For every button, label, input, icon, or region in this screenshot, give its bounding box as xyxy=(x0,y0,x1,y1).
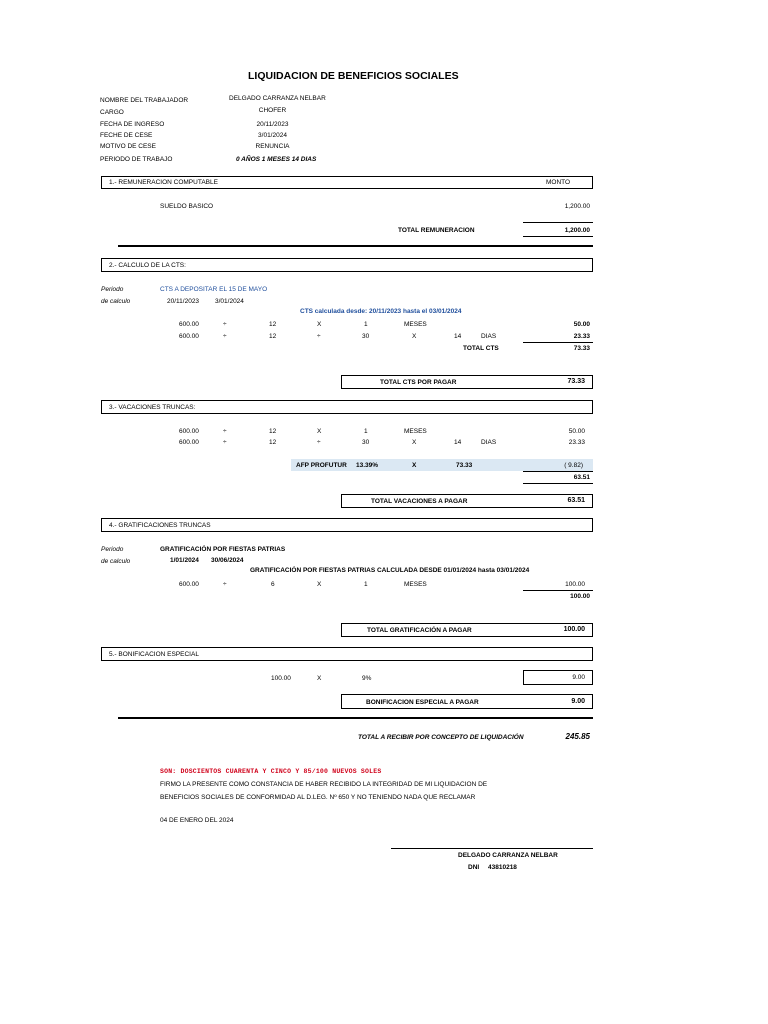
bonificacion-pagar-label: BONIFICACION ESPECIAL A PAGAR xyxy=(366,699,479,706)
gratificacion-calc-note: GRATIFICACIÓN POR FIESTAS PATRIAS CALCULADA DESDE 01/01/2024 hasta 03/01/2024 xyxy=(250,567,530,574)
info-label: FECHE DE CESE xyxy=(100,132,153,139)
afp-label: AFP PROFUTUR xyxy=(296,462,347,469)
info-value: 20/11/2023 xyxy=(256,121,289,128)
divider xyxy=(118,717,593,719)
info-label: CARGO xyxy=(100,109,124,116)
total-vacaciones-value: 63.51 xyxy=(567,497,585,504)
total-gratificacion-value: 100.00 xyxy=(563,626,585,633)
afp-rate: 13.39% xyxy=(356,462,379,469)
declaration-line-1: FIRMO LA PRESENTE COMO CONSTANCIA DE HABER RECIBIDO LA INTEGRIDAD DE MI LIQUIDACION DE xyxy=(160,781,488,788)
amount-in-words: SON: DOSCIENTOS CUARENTA Y CINCO Y 85/100 NUEVOS SOLES xyxy=(160,768,382,775)
gratificacion-subtotal: 100.00 xyxy=(570,593,590,600)
bonificacion-rate: 9% xyxy=(362,675,372,682)
calc-value: 600.00 xyxy=(179,321,199,328)
info-value: DELGADO CARRANZA NELBAR xyxy=(229,95,326,102)
sueldo-basico-value: 1,200.00 xyxy=(564,203,590,210)
calc-operator: ÷ xyxy=(317,439,321,446)
divider xyxy=(118,245,593,247)
gratificacion-to: 30/06/2024 xyxy=(211,557,244,564)
info-value: RENUNCIA xyxy=(255,143,290,150)
bonificacion-pagar-value: 9.00 xyxy=(571,698,585,705)
calc-value: 600.00 xyxy=(179,333,199,340)
section-title: 5.- BONIFICACION ESPECIAL xyxy=(109,651,199,658)
divider xyxy=(523,471,593,472)
info-label: FECHA DE INGRESO xyxy=(100,121,165,128)
dni-label: DNI xyxy=(468,864,480,871)
calc-unit: DIAS xyxy=(481,439,497,446)
divider xyxy=(523,590,593,591)
calc-operator: ÷ xyxy=(223,321,227,328)
total-remuneracion-label: TOTAL REMUNERACION xyxy=(398,227,475,234)
info-label: PERIODO DE TRABAJO xyxy=(100,156,173,163)
calc-value: 12 xyxy=(269,321,277,328)
calc-unit: MESES xyxy=(404,321,427,328)
calc-operator: X xyxy=(317,321,322,328)
info-value: CHOFER xyxy=(258,107,287,114)
divider xyxy=(523,483,593,484)
de-calculo-label: de calculo xyxy=(101,558,131,565)
document-title: LIQUIDACION DE BENEFICIOS SOCIALES xyxy=(248,70,459,82)
vacaciones-subtotal: 63.51 xyxy=(573,474,590,481)
divider xyxy=(523,342,593,343)
calc-result: 100.00 xyxy=(565,581,585,588)
total-vacaciones-label: TOTAL VACACIONES A PAGAR xyxy=(371,498,468,505)
calc-value: 12 xyxy=(269,333,277,340)
calc-value: 6 xyxy=(271,581,275,588)
signature-line xyxy=(391,848,593,849)
calc-operator: X xyxy=(412,439,417,446)
calc-result: 23.33 xyxy=(568,439,585,446)
calc-unit: MESES xyxy=(404,581,427,588)
calc-value: 600.00 xyxy=(179,439,199,446)
cts-deposit-note: CTS A DEPOSITAR EL 15 DE MAYO xyxy=(160,286,268,293)
calc-value: 30 xyxy=(362,439,370,446)
total-cts-por-pagar-label: TOTAL CTS POR PAGAR xyxy=(380,379,457,386)
calc-value: 30 xyxy=(362,333,370,340)
sueldo-basico-label: SUELDO BASICO xyxy=(160,203,214,210)
section-title: 3.- VACACIONES TRUNCAS: xyxy=(109,404,196,411)
total-cts-por-pagar-value: 73.33 xyxy=(567,378,585,385)
total-cts-label: TOTAL CTS xyxy=(463,345,499,352)
cts-from-date: 20/11/2023 xyxy=(167,298,200,305)
calc-unit: DIAS xyxy=(481,333,497,340)
calc-operator: ÷ xyxy=(223,581,227,588)
bonificacion-result: 9.00 xyxy=(572,674,585,681)
total-gratificacion-label: TOTAL GRATIFICACIÓN A PAGAR xyxy=(367,627,472,634)
grand-total-value: 245.85 xyxy=(565,732,590,741)
document-date: 04 DE ENERO DEL 2024 xyxy=(160,817,234,824)
signature-name: DELGADO CARRANZA NELBAR xyxy=(458,852,558,859)
dni-value: 43810218 xyxy=(488,864,517,871)
calc-value: 600.00 xyxy=(179,581,199,588)
divider xyxy=(523,222,593,223)
gratificacion-title: GRATIFICACIÓN POR FIESTAS PATRIAS xyxy=(160,546,286,553)
total-cts-value: 73.33 xyxy=(573,345,590,352)
info-value: 3/01/2024 xyxy=(258,132,287,139)
periodo-label: Periodo xyxy=(101,546,124,553)
calc-value: 14 xyxy=(454,333,462,340)
calc-operator: X xyxy=(317,581,322,588)
section-title: 4.- GRATIFICACIONES TRUNCAS xyxy=(109,522,211,529)
calc-result: 50.00 xyxy=(573,321,590,328)
periodo-label: Periodo xyxy=(101,286,124,293)
de-calculo-label: de calculo xyxy=(101,298,131,305)
calc-operator: ÷ xyxy=(223,333,227,340)
total-remuneracion-value: 1,200.00 xyxy=(564,227,590,234)
afp-operator: X xyxy=(412,462,417,469)
calc-value: 1 xyxy=(364,428,368,435)
calc-value: 12 xyxy=(269,428,277,435)
calc-operator: ÷ xyxy=(223,428,227,435)
afp-base: 73.33 xyxy=(456,462,473,469)
cts-to-date: 3/01/2024 xyxy=(215,298,244,305)
calc-value: 12 xyxy=(269,439,277,446)
calc-value: 14 xyxy=(454,439,462,446)
calc-operator: ÷ xyxy=(317,333,321,340)
info-label: NOMBRE DEL TRABAJADOR xyxy=(100,97,189,104)
calc-value: 600.00 xyxy=(179,428,199,435)
cts-calc-note: CTS calculada desde: 20/11/2023 hasta el 03/01/2024 xyxy=(300,308,462,315)
calc-operator: X xyxy=(317,428,322,435)
info-label: MOTIVO DE CESE xyxy=(100,143,156,150)
bonificacion-base: 100.00 xyxy=(271,675,291,682)
divider xyxy=(523,236,593,237)
section-title: 2.- CALCULO DE LA CTS: xyxy=(109,262,186,269)
afp-deduction: ( 9.82) xyxy=(564,462,583,469)
calc-operator: X xyxy=(412,333,417,340)
calc-result: 50.00 xyxy=(568,428,585,435)
calc-unit: MESES xyxy=(404,428,427,435)
info-value: 0 AÑOS 1 MESES 14 DIAS xyxy=(236,156,317,163)
calc-value: 1 xyxy=(364,581,368,588)
section-title: 1.- REMUNERACION COMPUTABLE xyxy=(109,179,218,186)
grand-total-label: TOTAL A RECIBIR POR CONCEPTO DE LIQUIDACIÓN xyxy=(358,734,524,741)
calc-value: 1 xyxy=(364,321,368,328)
bonificacion-operator: X xyxy=(317,675,322,682)
calc-result: 23.33 xyxy=(573,333,590,340)
monto-header: MONTO xyxy=(546,179,571,186)
calc-operator: ÷ xyxy=(223,439,227,446)
declaration-line-2: BENEFICIOS SOCIALES DE CONFORMIDAD AL D.LEG. Nº 650 Y NO TENIENDO NADA QUE RECLAMAR xyxy=(160,794,476,801)
gratificacion-from: 1/01/2024 xyxy=(170,557,199,564)
